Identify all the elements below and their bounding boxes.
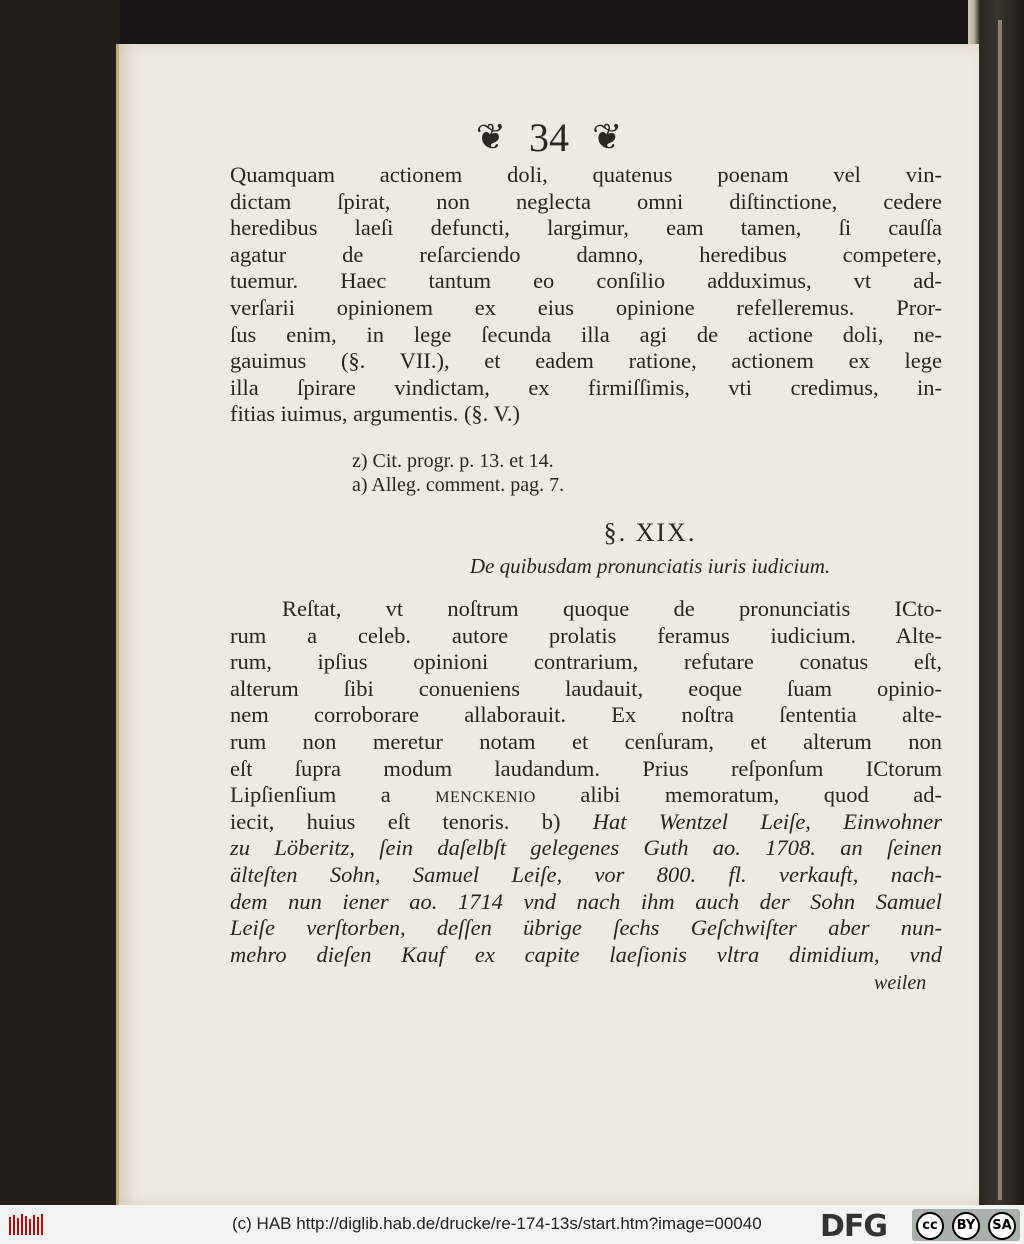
text-segment: Lipſienſium a [230, 782, 391, 808]
text-line: agatur de reſarciendo damno, heredibus competere, [230, 241, 942, 267]
ornament-left-icon: ❦ [475, 116, 506, 158]
page-edge [998, 20, 1002, 1200]
cc-license-badge[interactable] [912, 1209, 1020, 1241]
footnote-z: z) Cit. progr. p. 13. et 14. [352, 450, 554, 472]
footnote-a: a) Alleg. comment. pag. 7. [352, 474, 565, 496]
text-line: rum non meretur notam et cenſuram, et alterum non [230, 728, 942, 754]
text-line: alterum ſibi conueniens laudauit, eoque ſuam opinio- [230, 675, 942, 701]
page-number: 34 [529, 115, 569, 160]
text-line: gauimus (§. VII.), et eadem ratione, actionem ex lege [230, 348, 942, 374]
text-line [230, 782, 942, 809]
quoted-text-line: älteſten Sohn, Samuel Leiſe, vor 800. fl. verkauft, nach- [230, 861, 942, 887]
text-line: illa ſpirare vindictam, ex firmiſſimis, vti credimus, in- [230, 374, 942, 400]
catchword: weilen [874, 972, 927, 994]
cc-icon: cc [916, 1212, 944, 1240]
paragraph-1 [230, 162, 942, 428]
section-title: De quibusdam pronunciatis iuris iudicium. [469, 554, 831, 578]
viewer-footer [0, 1205, 1024, 1244]
text-line: eſt ſupra modum laudandum. Prius reſponſum ICtorum [230, 755, 942, 781]
by-icon: BY [952, 1212, 980, 1240]
quoted-text: Hat Wentzel Leiſe, Einwohner [592, 808, 942, 834]
text-segment: alibi memoratum, quod ad- [580, 782, 942, 808]
text-line: rum a celeb. autore prolatis feramus iudicium. Alte- [230, 622, 942, 648]
text-line: Reſtat, vt noſtrum quoque de pronunciatis ICto- [282, 596, 942, 621]
quoted-text-line: Leiſe verſtorben, deſſen übrige ſechs Geſchwiſter aber nun- [230, 915, 942, 941]
scan-background-left [0, 0, 120, 1205]
quoted-text-line: zu Löberitz, ſein daſelbſt gelegenes Guth ao. 1708. an ſeinen [230, 835, 942, 861]
author-name: menckenio [435, 782, 536, 808]
text-line: rum, ipſius opinioni contrarium, refutare conatus eſt, [230, 649, 942, 675]
ornament-right-icon: ❦ [592, 116, 623, 158]
hab-logo-icon[interactable] [8, 1213, 46, 1237]
copyright-link[interactable]: (c) HAB http://diglib.hab.de/drucke/re-174-13s/start.htm?image=00040 [232, 1214, 762, 1233]
dfg-logo[interactable]: DFG [820, 1209, 888, 1244]
text-line: Quamquam actionem doli, quatenus poenam vel vin- [230, 162, 942, 187]
text-line: verſarii opinionem ex eius opinione refelleremus. Pror- [230, 294, 942, 320]
text-line: dictam ſpirat, non neglecta omni diſtinctione, cedere [230, 188, 942, 214]
paragraph-2 [230, 596, 942, 968]
quoted-text-line: mehro dieſen Kauf ex capite laeſionis vltra dimidium, vnd [230, 941, 942, 967]
page-header [119, 114, 979, 164]
sa-icon: SA [988, 1212, 1016, 1240]
text-line: tuemur. Haec tantum eo conſilio adduximus, vt ad- [230, 268, 942, 294]
text-line [230, 809, 942, 836]
text-line: nem corroborare allaborauit. Ex noſtra ſententia alte- [230, 702, 942, 728]
text-segment: iecit, huius eſt tenoris. b) [230, 808, 561, 834]
quoted-text-line: dem nun iener ao. 1714 vnd nach ihm auch der Sohn Samuel [230, 888, 942, 914]
text-line: ſus enim, in lege ſecunda illa agi de actione doli, ne- [230, 321, 942, 347]
text-line: fitias iuimus, argumentis. (§. V.) [230, 401, 520, 427]
section-number: §. XIX. [603, 518, 697, 547]
text-line: heredibus laeſi defuncti, largimur, eam tamen, ſi cauſſa [230, 215, 942, 241]
